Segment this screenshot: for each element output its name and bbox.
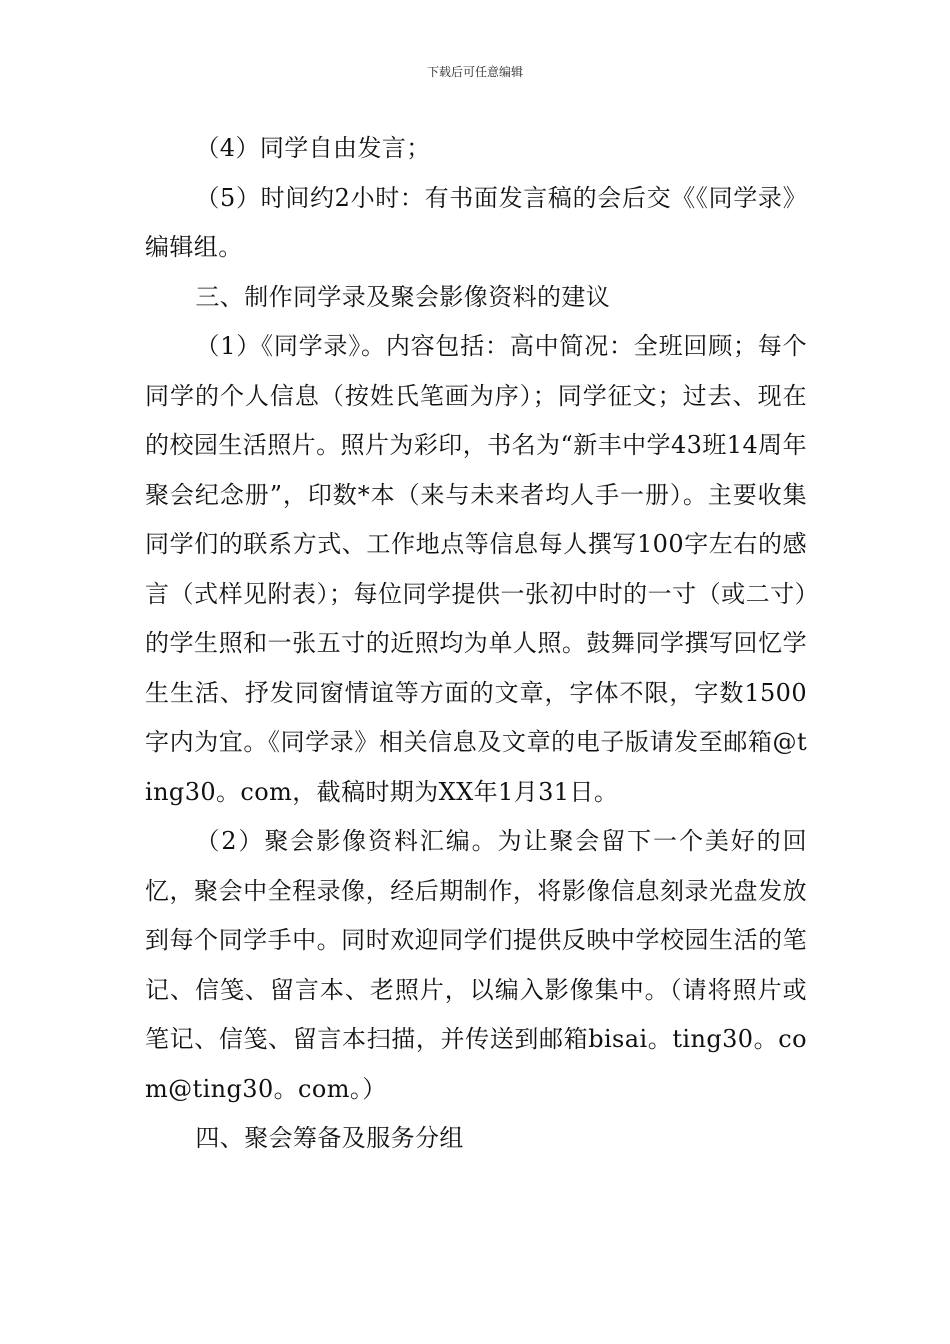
document-body bbox=[145, 124, 807, 1164]
section-3-heading: 三、制作同学录及聚会影像资料的建议 bbox=[195, 282, 611, 311]
item-5-duration: （5）时间约2小时：有书面发言稿的会后交《《同学录》编辑组。 bbox=[145, 183, 807, 261]
item-2-video-archive: （2）聚会影像资料汇编。为让聚会留下一个美好的回忆，聚会中全程录像，经后期制作，将影像信息刻录光盘发放到每个同学手中。同时欢迎同学们提供反映中学校园生活的笔记、信笺、留言本、老照片，以编入影像集中。（请将照片或笔记、信笺、留言本扫描，并传送到邮箱bisai。ting30。com@ting30。com。） bbox=[145, 827, 807, 1103]
section-4-heading: 四、聚会筹备及服务分组 bbox=[195, 1124, 464, 1152]
page-header: 下载后可任意编辑 bbox=[426, 65, 523, 79]
item-1-yearbook: （1）《同学录》。内容包括：高中简况：全班回顾；每个同学的个人信息（按姓氏笔画为序）；同学征文；过去、现在的校园生活照片。照片为彩印，书名为“新丰中学43班14周年聚会纪念册”，印数*本（来与未来者均人手一册）。主要收集同学们的联系方式、工作地点等信息每人撰写100字左右的感言（式样见附表）；每位同学提供一张初中时的一寸（或二寸）的学生照和一张五寸的近照均为单人照。鼓舞同学撰写回忆学生生活、抒发同窗情谊等方面的文章，字体不限，字数1500字内为宜。《同学录》相关信息及文章的电子版请发至邮箱@ting30。com，截稿时期为XX年1月31日。 bbox=[145, 332, 807, 806]
item-4-free-speech: （4）同学自由发言； bbox=[195, 134, 431, 162]
